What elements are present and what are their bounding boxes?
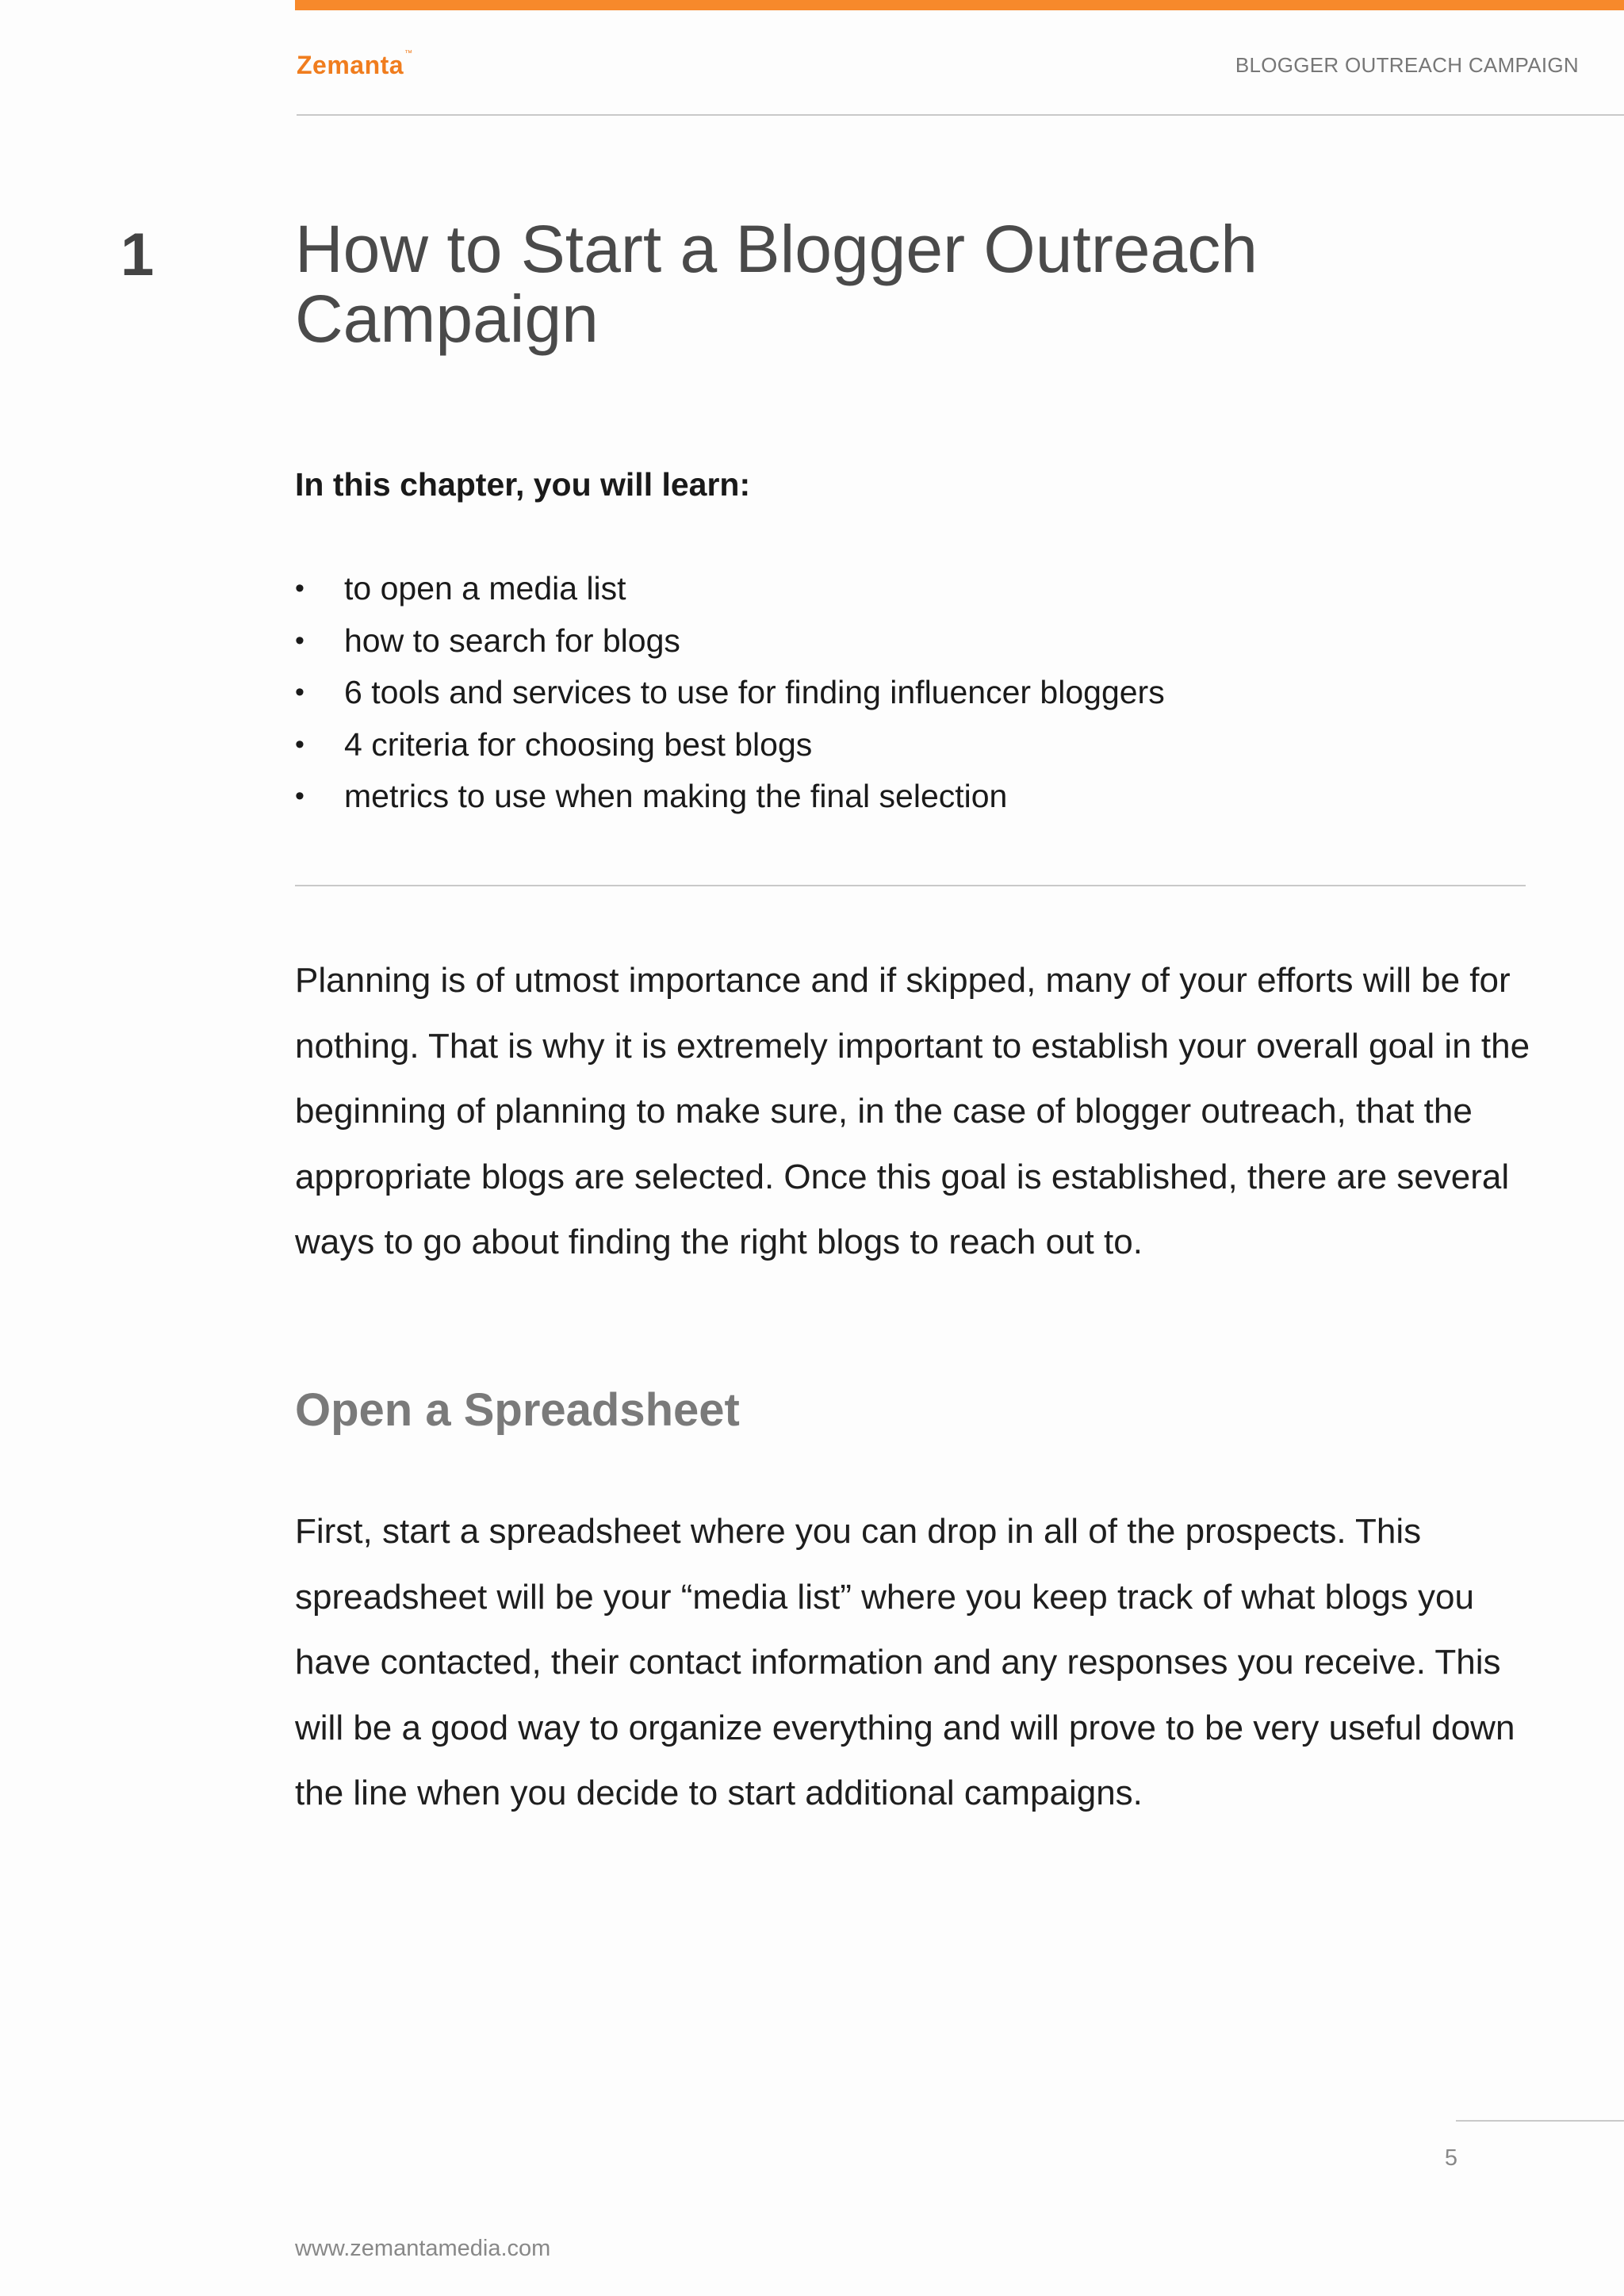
bullet-icon: •	[295, 677, 304, 707]
footer-url: www.zemantamedia.com	[295, 2236, 551, 2261]
bullet-icon: •	[295, 573, 304, 603]
intro-paragraph: Planning is of utmost importance and if skipped, many of your efforts will be for nothing. That is why it is extremely important to establish your overall goal in the beginning of planning to make sure, in the case of blogger outreach, that the appropriate blogs are selected. Once this goal is established, there are several ways to go about finding the right blogs to reach out to.	[295, 961, 1530, 1261]
document-header-title: BLOGGER OUTREACH CAMPAIGN	[1235, 53, 1579, 77]
section-paragraph: First, start a spreadsheet where you can drop in all of the prospects. This spreadsheet will be your “media list” where you keep track of what blogs you have contacted, their contact information and any responses you receive. This will be a good way to organize everything and will prove to be very useful down the line when you decide to start additional campaigns.	[295, 1512, 1515, 1812]
bullet-icon: •	[295, 729, 304, 760]
section-heading: Open a Spreadsheet	[295, 1384, 740, 1436]
list-item	[295, 615, 1165, 668]
brand-name: Zemanta	[297, 51, 404, 79]
list-item	[295, 667, 1165, 719]
section-divider	[295, 885, 1526, 886]
list-item	[295, 563, 1165, 615]
chapter-title: How to Start a Blogger Outreach Campaign	[295, 212, 1258, 356]
footer-divider	[1456, 2120, 1624, 2122]
list-item-text: how to search for blogs	[344, 622, 680, 659]
bullet-icon: •	[295, 625, 304, 656]
chapter-number: 1	[121, 221, 155, 289]
brand-logo	[297, 51, 413, 80]
list-item	[295, 719, 1165, 771]
list-item	[295, 771, 1165, 823]
top-accent-bar	[295, 0, 1624, 10]
learn-heading: In this chapter, you will learn:	[295, 466, 751, 503]
list-item-text: 6 tools and services to use for finding influencer bloggers	[344, 674, 1165, 710]
trademark-mark: ™	[404, 49, 413, 58]
list-item-text: metrics to use when making the final selection	[344, 778, 1008, 814]
learn-list	[295, 563, 1165, 823]
list-item-text: 4 criteria for choosing best blogs	[344, 725, 813, 763]
page-number: 5	[1444, 2145, 1458, 2171]
bullet-icon: •	[295, 781, 304, 811]
header-divider	[297, 114, 1624, 116]
list-item-text: to open a media list	[344, 570, 626, 607]
